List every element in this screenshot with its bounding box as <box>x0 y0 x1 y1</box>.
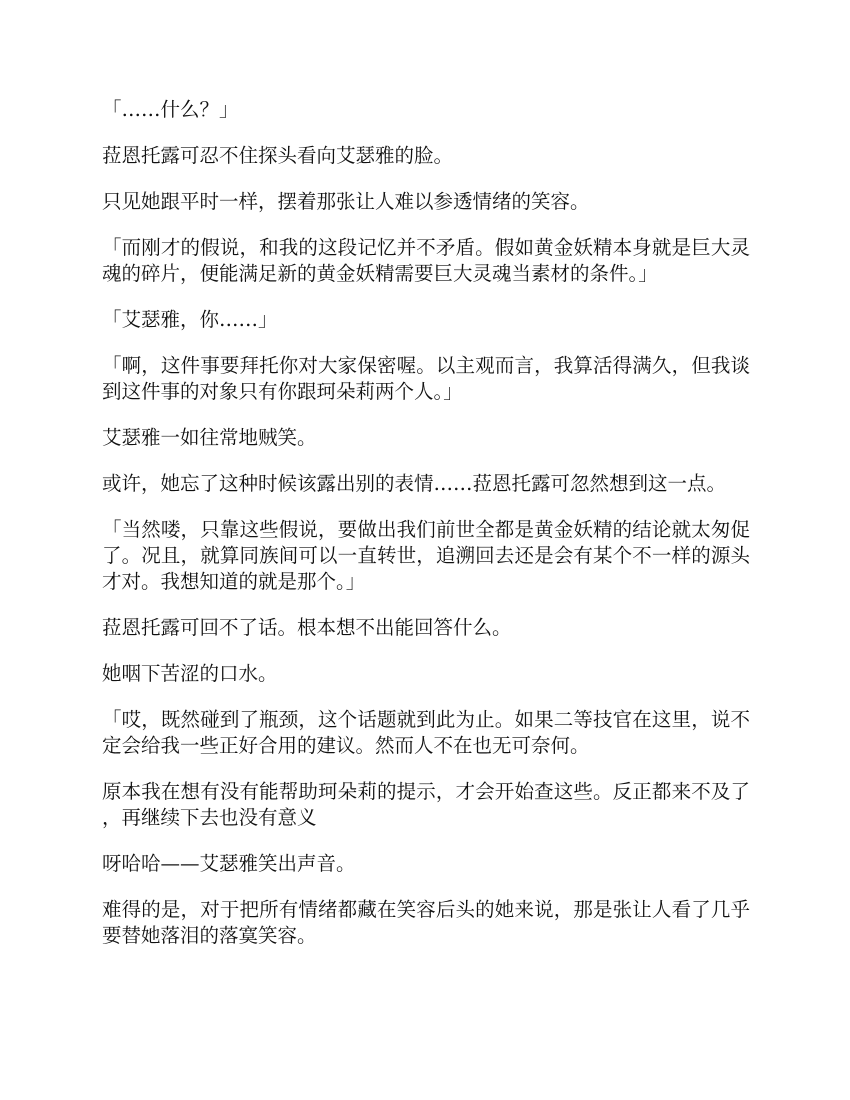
paragraph-10: 菈恩托露可回不了话。根本想不出能回答什么。 <box>102 616 512 639</box>
paragraph-7: 艾瑟雅一如往常地贼笑。 <box>102 426 317 449</box>
paragraph-6: 「啊，这件事要拜托你对大家保密喔。以主观而言，我算活得满久，但我谈到这件事的对象只有你跟珂朵莉两个人。」 <box>102 354 750 403</box>
paragraph-13: 原本我在想有没有能帮助珂朵莉的提示，才会开始查这些。反正都来不及了，再继续下去也没有意义 <box>102 780 750 829</box>
paragraph-9: 「当然喽，只靠这些假说，要做出我们前世全都是黄金妖精的结论就太匆促了。况且，就算同族间可以一直转世，追溯回去还是会有某个不一样的源头才对。我想知道的就是那个。」 <box>102 518 750 593</box>
paragraph-3: 只见她跟平时一样，摆着那张让人难以参透情绪的笑容。 <box>102 190 590 213</box>
paragraph-8: 或许，她忘了这种时候该露出别的表情……菈恩托露可忽然想到这一点。 <box>102 472 727 495</box>
paragraph-14: 呀哈哈——艾瑟雅笑出声音。 <box>102 852 356 875</box>
paragraph-11: 她咽下苦涩的口水。 <box>102 662 278 685</box>
paragraph-2: 菈恩托露可忍不住探头看向艾瑟雅的脸。 <box>102 144 454 167</box>
paragraph-12: 「哎，既然碰到了瓶颈，这个话题就到此为止。如果二等技官在这里，说不定会给我一些正好合用的建议。然而人不在也无可奈何。 <box>102 708 750 757</box>
paragraph-15: 难得的是，对于把所有情绪都藏在笑容后头的她来说，那是张让人看了几乎要替她落泪的落寞笑容。 <box>102 898 750 947</box>
paragraph-1: 「……什么？」 <box>102 98 239 121</box>
paragraph-4: 「而刚才的假说，和我的这段记忆并不矛盾。假如黄金妖精本身就是巨大灵魂的碎片，便能满足新的黄金妖精需要巨大灵魂当素材的条件。」 <box>102 236 750 285</box>
document-page <box>102 97 750 969</box>
paragraph-5: 「艾瑟雅，你……」 <box>102 308 278 331</box>
